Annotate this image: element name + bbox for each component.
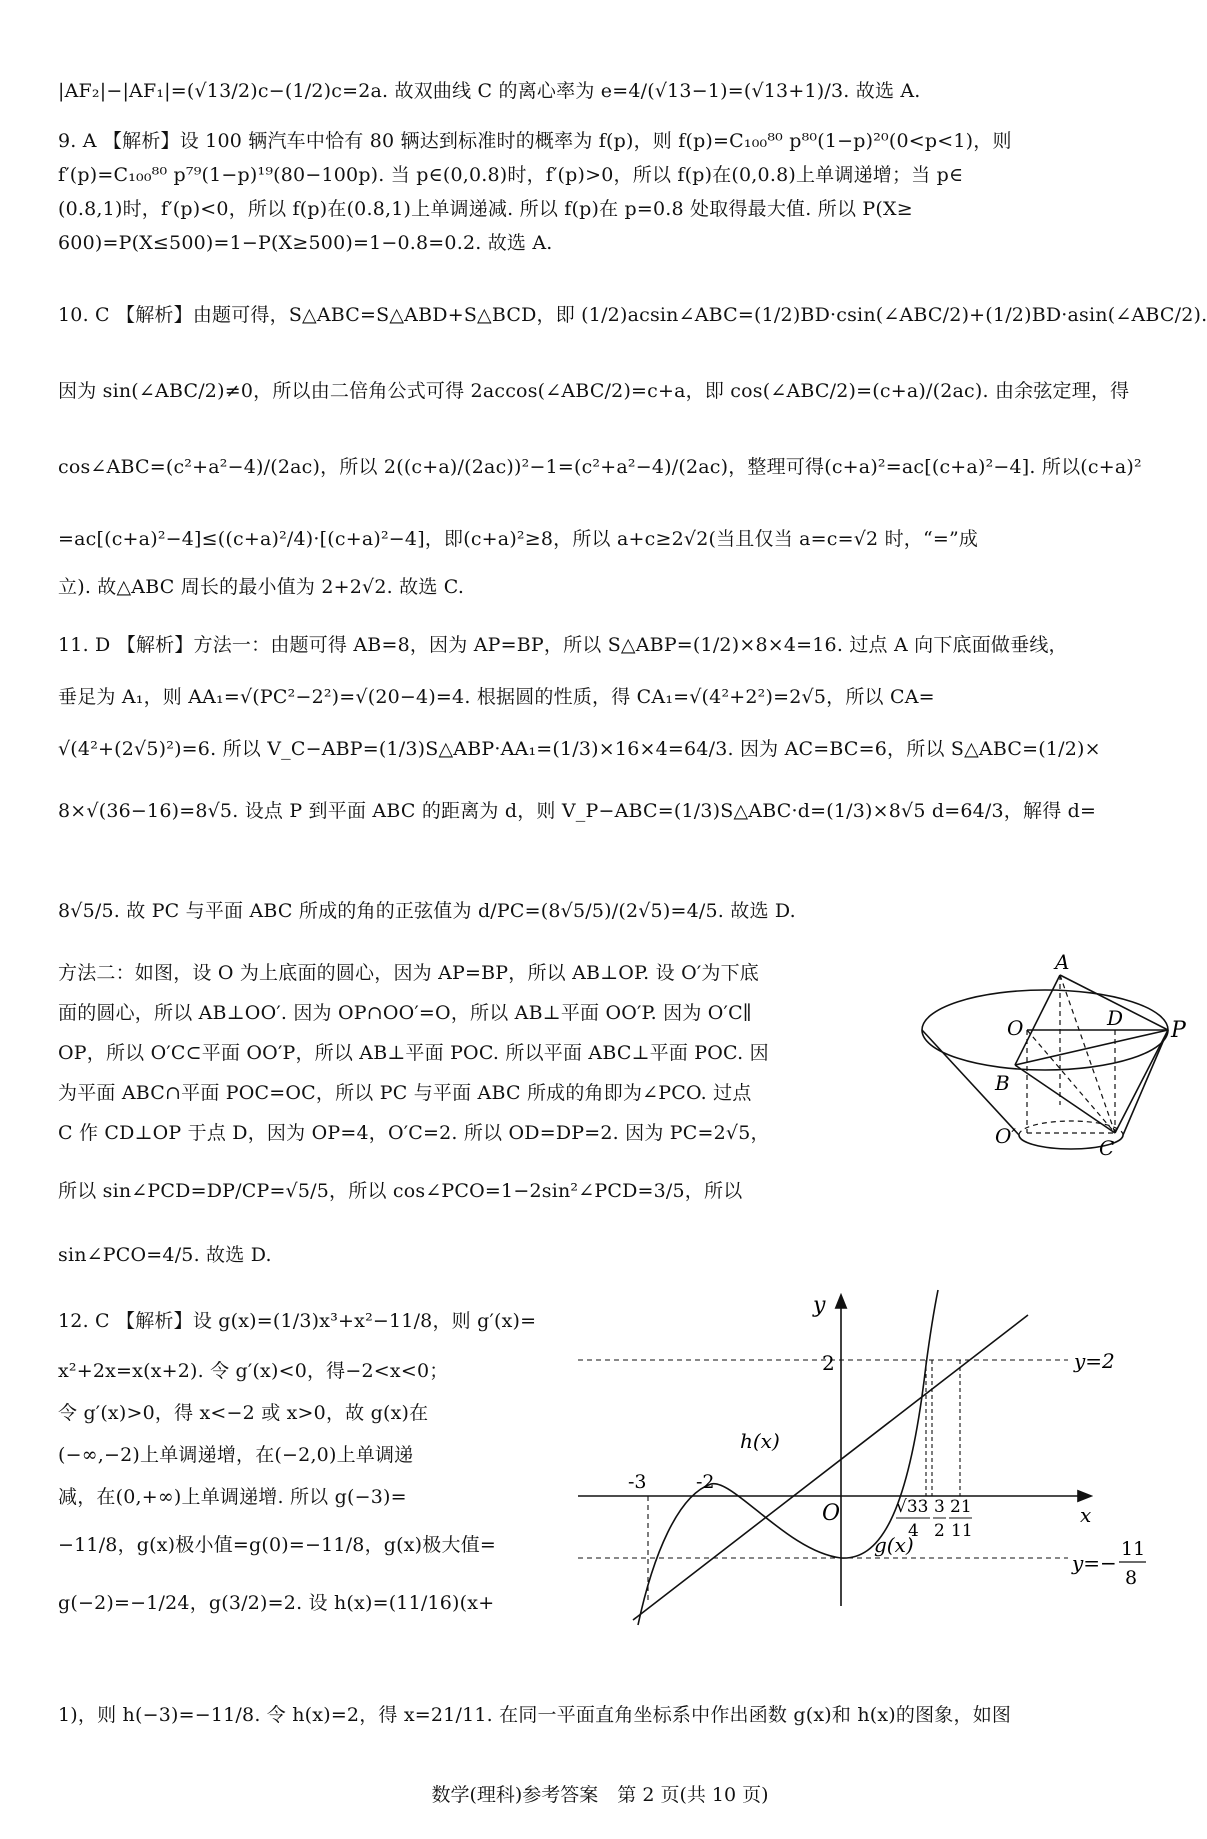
page-footer: 数学(理科)参考答案 第 2 页(共 10 页) — [431, 1784, 769, 1806]
text-line: 立). 故△ABC 周长的最小值为 2+2√2. 故选 C. — [58, 576, 465, 598]
frustum-figure — [915, 950, 1186, 1180]
function-graph-figure — [578, 1290, 1178, 1630]
label-A: A — [1055, 950, 1070, 974]
label-P: P — [1171, 1018, 1186, 1043]
text-line: 因为 sin(∠ABC/2)≠0，所以由二倍角公式可得 2accos(∠ABC/2)=c+a，即 cos(∠ABC/2)=(c+a)/(2ac). 由余弦定理，得 — [58, 380, 1130, 402]
label-C: C — [1099, 1136, 1115, 1160]
text-line: 600)=P(X≤500)=1−P(X≥500)=1−0.8=0.2. 故选 A. — [58, 232, 553, 254]
text-line: sin∠PCO=4/5. 故选 D. — [58, 1244, 272, 1266]
g-curve — [638, 1290, 938, 1625]
tick-label-4: 4 — [908, 1521, 919, 1541]
text-line: 8√5/5. 故 PC 与平面 ABC 所成的角的正弦值为 d/PC=(8√5/5)/(2√5)=4/5. 故选 D. — [58, 900, 796, 922]
tick-label-sqrt33: √33 — [896, 1497, 929, 1517]
tick-label-neg3: -3 — [628, 1471, 647, 1493]
y-axis-label: y — [813, 1293, 826, 1318]
tick-label-2: 2 — [822, 1351, 835, 1375]
text-line: (−∞,−2)上单调递增，在(−2,0)上单调递 — [58, 1444, 414, 1466]
label-O: O — [1007, 1016, 1024, 1040]
text-line: 令 g′(x)>0，得 x<−2 或 x>0，故 g(x)在 — [58, 1402, 429, 1424]
text-line: 面的圆心，所以 AB⊥OO′. 因为 OP∩OO′=O，所以 AB⊥平面 OO′P. 因为 O′C∥ — [58, 1002, 752, 1024]
label-y-neg-denominator: 8 — [1125, 1567, 1138, 1589]
label-O-prime: O′ — [995, 1124, 1016, 1148]
label-g: g(x) — [874, 1533, 914, 1557]
tick-label-21: 21 — [950, 1497, 972, 1517]
text-line: C 作 CD⊥OP 于点 D，因为 OP=4，O′C=2. 所以 OD=DP=2. 因为 PC=2√5， — [58, 1122, 770, 1144]
text-line: 为平面 ABC∩平面 POC=OC，所以 PC 与平面 ABC 所成的角即为∠PCO. 过点 — [58, 1082, 752, 1104]
label-y-2: y=2 — [1074, 1349, 1115, 1373]
segment-PC — [1115, 1030, 1168, 1133]
x-axis-label: x — [1080, 1503, 1092, 1527]
label-B: B — [995, 1071, 1010, 1095]
text-line: √(4²+(2√5)²)=6. 所以 V_C−ABP=(1/3)S△ABP·AA₁=(1/3)×16×4=64/3. 因为 AC=BC=6，所以 S△ABC=(1/2)× — [58, 738, 1101, 760]
label-y-neg-numerator: 11 — [1121, 1538, 1146, 1560]
text-line: −11/8，g(x)极小值=g(0)=−11/8，g(x)极大值= — [58, 1534, 497, 1556]
text-line: cos∠ABC=(c²+a²−4)/(2ac)，所以 2((c+a)/(2ac))²−1=(c²+a²−4)/(2ac)，整理可得(c+a)²=ac[(c+a)²−4]. 所以(c+a)² — [58, 456, 1142, 478]
text-line: 所以 sin∠PCD=DP/CP=√5/5，所以 cos∠PCO=1−2sin²∠PCD=3/5，所以 — [58, 1180, 743, 1202]
text-line: 12. C 【解析】设 g(x)=(1/3)x³+x²−11/8，则 g′(x)= — [58, 1310, 537, 1332]
text-line: 方法二：如图，设 O 为上底面的圆心，因为 AP=BP，所以 AB⊥OP. 设 O′为下底 — [58, 962, 759, 984]
text-line: 1)，则 h(−3)=−11/8. 令 h(x)=2，得 x=21/11. 在同一平面直角坐标系中作出函数 g(x)和 h(x)的图象，如图 — [58, 1704, 1012, 1726]
text-line: 11. D 【解析】方法一：由题可得 AB=8，因为 AP=BP，所以 S△ABP=(1/2)×8×4=16. 过点 A 向下底面做垂线， — [58, 634, 1068, 656]
tick-label-11: 11 — [951, 1521, 973, 1541]
text-line: g(−2)=−1/24，g(3/2)=2. 设 h(x)=(11/16)(x+ — [58, 1592, 495, 1614]
text-line: OP，所以 O′C⊂平面 OO′P，所以 AB⊥平面 POC. 所以平面 ABC⊥平面 POC. 因 — [58, 1042, 769, 1064]
text-line: =ac[(c+a)²−4]≤((c+a)²/4)·[(c+a)²−4]，即(c+a)²≥8，所以 a+c≥2√2(当且仅当 a=c=√2 时，“=”成 — [58, 528, 979, 550]
text-line: 垂足为 A₁，则 AA₁=√(PC²−2²)=√(20−4)=4. 根据圆的性质，得 CA₁=√(4²+2²)=2√5，所以 CA= — [58, 686, 935, 708]
text-line: f′(p)=C₁₀₀⁸⁰ p⁷⁹(1−p)¹⁹(80−100p). 当 p∈(0,0.8)时，f′(p)>0，所以 f(p)在(0,0.8)上单调递增；当 p∈ — [58, 164, 964, 186]
frustum-right-edge — [1123, 1030, 1168, 1135]
text-line: (0.8,1)时，f′(p)<0，所以 f(p)在(0.8,1)上单调递减. 所以 f(p)在 p=0.8 处取得最大值. 所以 P(X≥ — [58, 198, 913, 220]
segment-BC — [1015, 1065, 1115, 1133]
tick-label-3: 3 — [934, 1497, 945, 1517]
text-line: 10. C 【解析】由题可得，S△ABC=S△ABD+S△BCD，即 (1/2)acsin∠ABC=(1/2)BD·csin(∠ABC/2)+(1/2)BD·asin(∠ABC/2). — [58, 304, 1207, 326]
text-line: 9. A 【解析】设 100 辆汽车中恰有 80 辆达到标准时的概率为 f(p)，则 f(p)=C₁₀₀⁸⁰ p⁸⁰(1−p)²⁰(0<p<1)，则 — [58, 130, 1012, 152]
label-D: D — [1107, 1006, 1124, 1030]
tick-label-neg2: -2 — [696, 1471, 715, 1493]
label-h: h(x) — [740, 1429, 780, 1453]
text-line: 8×√(36−16)=8√5. 设点 P 到平面 ABC 的距离为 d，则 V_P−ABC=(1/3)S△ABC·d=(1/3)×8√5 d=64/3，解得 d= — [58, 800, 1097, 822]
label-y-neg: y=− — [1072, 1551, 1117, 1575]
text-line: |AF₂|−|AF₁|=(√13/2)c−(1/2)c=2a. 故双曲线 C 的离心率为 e=4/(√13−1)=(√13+1)/3. 故选 A. — [58, 80, 921, 102]
segment-BP — [1015, 1030, 1168, 1065]
text-line: 减，在(0,+∞)上单调递增. 所以 g(−3)= — [58, 1486, 407, 1508]
text-line: x²+2x=x(x+2). 令 g′(x)<0，得−2<x<0； — [58, 1360, 449, 1382]
label-origin: O — [822, 1501, 841, 1526]
tick-label-2-den: 2 — [934, 1521, 945, 1541]
